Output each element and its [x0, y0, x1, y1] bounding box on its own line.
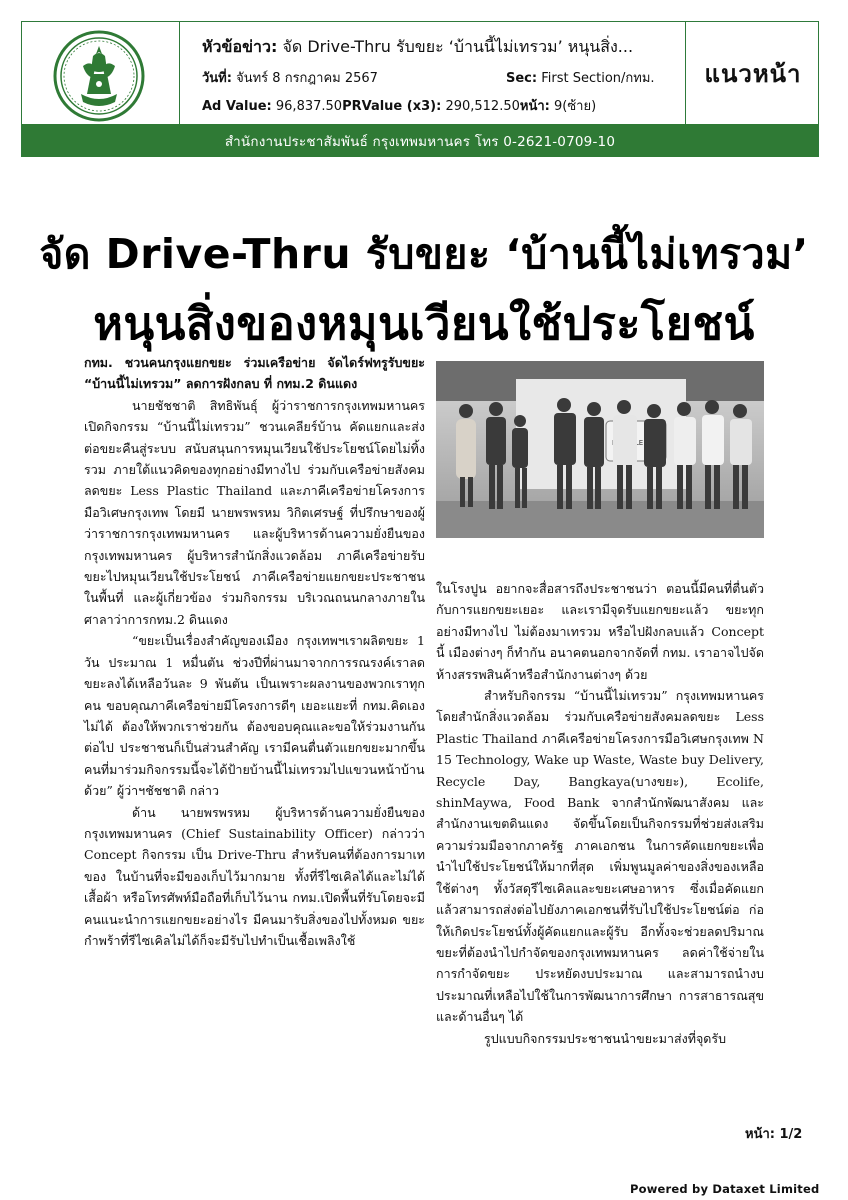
article-paragraph: ด้าน นายพรพรหม ผู้บริหารด้านความยั่งยืนของกรุงเทพมหานคร (Chief Sustainability Officer) กล่าวว่า Concept กิจกรรม เป็น Drive-Thru สำหรับคนที่ต้องการมาเทของ ในบ้านที่จะมีของเก็บไว้มากมาย ทั้งที่รีไซเคิลได้และไม่ได้ เสื้อผ้า หรือโทรศัพท์มือถือที่เก็บไว้นาน กทม.เปิดพื้นที่รับโดยจะมีคนแนะนำการแยกขยะอย่างไร มีคนมารับสิ่งของไปทั้งหมด ขยะกำพร้าที่รีไซเคิลไม่ได้ก็จะมีรับไปทำเป็นเชื้อเพลิงใช้: [84, 804, 425, 948]
article-paragraph: “ขยะเป็นเรื่องสำคัญของเมือง กรุงเทพฯเราผลิตขยะ 1 วัน ประมาณ 1 หมื่นตัน ช่วงปีที่ผ่านมาจากการรณรงค์เราลดขยะลงได้เหลือวันละ 9 พันตัน เป็นเพราะผลงานของพวกเราทุกคน ขอบคุณภาคีเครือข่ายมีโครงการดีๆ เยอะแยะที่ กทม.คิดเองไม่ได้ ต้องให้พวกเราช่วยกัน ต้องขอบคุณและขอให้ร่วมงานกันต่อไป ประชาชนก็เป็นส่วนสำคัญ เรามีคนตื่นตัวแยกขยะมากขึ้น คนที่มาร่วมกิจกรรมนี้จะได้ป้ายบ้านนี้ไม่เทรวมไปแขวนหน้าบ้านด้วย” ผู้ว่าฯชัชชาติ กล่าว: [84, 633, 425, 799]
contact-bar: สำนักงานประชาสัมพันธ์ กรุงเทพมหานคร โทร 0-2621-0709-10: [22, 124, 818, 157]
article-lead: กทม. ชวนคนกรุงแยกขยะ ร่วมเครือข่าย จัดไดร์ฟทรูรับขยะ “บ้านนี้ไม่เทรวม” ลดการฝังกลบ ที่ กทม.2 ดินแดง: [84, 355, 425, 392]
headline-label: หัวข้อข่าว:: [202, 37, 278, 56]
publication-name: แนวหน้า: [704, 59, 802, 88]
sec-value: First Section/กทม.: [541, 71, 655, 86]
news-photo: [436, 361, 764, 538]
section-row: [506, 67, 655, 88]
powered-by: Powered by Dataxet Limited: [630, 1182, 820, 1196]
article-title-line-1: จัด Drive-Thru รับขยะ ‘บ้านนี้ไม่เทรวม’: [39, 230, 809, 278]
ad-value: 96,837.50: [275, 99, 343, 114]
date-value: จันทร์ 8 กรกฎาคม 2567: [236, 71, 378, 86]
page-indicator: หน้า: 1/2: [745, 1127, 803, 1142]
pr-value-label: PRValue (x3):: [342, 99, 442, 114]
article-paragraph: ในโรงปูน อยากจะสื่อสารถึงประชาชนว่า ตอนนี้มีคนที่ตื่นตัวกับการแยกขยะเยอะ และเรามีจุดรับแยกขยะแล้ว ขยะทุกอย่างมีทางไป ไม่ต้องมาเทรวม หรือไปฝังกลบแล้ว Concept นี้ เมืองต่างๆ ก็ทำกัน อนาคตนอกจากจัดที่ กทม. เราอาจไปจัดห้างสรรพสินค้าหรือสำนักงานต่างๆ ด้วย: [436, 581, 764, 682]
article-title-line-2: หนุนสิ่งของหมุนเวียนใช้ประโยชน์: [93, 297, 755, 350]
news-photo-group: [436, 361, 764, 538]
sec-label: Sec:: [506, 71, 538, 86]
date-row: [202, 67, 378, 88]
pr-value: 290,512.50: [445, 99, 520, 114]
headline-row: [202, 35, 633, 60]
publication-cell: [685, 22, 820, 124]
headline-value: จัด Drive-Thru รับขยะ ‘บ้านนี้ไม่เทรวม’ หนุนสิ่ง...: [282, 37, 634, 56]
article-column-right: [436, 578, 764, 1049]
value-row: [202, 95, 596, 116]
date-label: วันที่:: [202, 71, 232, 86]
article-paragraph: รูปแบบกิจกรรมประชาชนนำขยะมาส่งที่จุดรับ: [484, 1030, 727, 1046]
bangkok-seal-icon: [53, 30, 145, 122]
clipping-header: [21, 21, 819, 157]
page-label: หน้า:: [519, 99, 550, 114]
logo-cell: [22, 22, 180, 124]
clipping-meta: [180, 22, 684, 124]
ad-value-label: Ad Value:: [202, 99, 272, 114]
article-column-left: [84, 352, 425, 951]
article-paragraph: นายชัชชาติ สิทธิพันธุ์ ผู้ว่าราชการกรุงเทพมหานคร เปิดกิจกรรม “บ้านนี้ไม่เทรวม” ชวนเคลียร์บ้าน คัดแยกและส่งต่อขยะคืนสู่ระบบ สนับสนุนการหมุนเวียนใช้ประโยชน์โดยไม่ทิ้งรวม ภายใต้แนวคิดของทุกอย่างมีทางไป ร่วมกับเครือข่ายสังคมลดขยะ Less Plastic Thailand และภาคีเครือข่ายโครงการมือวิเศษกรุงเทพ โดยมี นายพรพรหม วิกิตเศรษฐ์ ที่ปรึกษาของผู้ว่าราชการกรุงเทพมหานคร และผู้บริหารด้านความยั่งยืนของกรุงเทพมหานคร ผู้บริหารสำนักสิ่งแวดล้อม ภาคีเครือข่ายรับขยะไปหมุนเวียนใช้ประโยชน์ ภาคีเครือข่ายแยกขยะประชาชนในพื้นที่ และผู้เกี่ยวข้อง ร่วมกิจกรรม บริเวณถนนกลางภายในศาลาว่าการกทม.2 ดินแดง: [84, 397, 425, 627]
page-value: 9(ซ้าย): [553, 99, 597, 114]
article-paragraph: สำหรับกิจกรรม “บ้านนี้ไม่เทรวม” กรุงเทพมหานคร โดยสำนักสิ่งแวดล้อม ร่วมกับเครือข่ายสังคมลดขยะ Less Plastic Thailand ภาคีเครือข่ายโครงการมือวิเศษกรุงเทพ N 15 Technology, Wake up Waste, Waste buy Delivery, Recycle Day, Bangkaya(บางขยะ), Ecolife, shinMaywa, Food Bank จากสำนักพัฒนาสังคม และสำนักงานเขตดินแดง จัดขึ้นโดยเป็นกิจกรรมที่ช่วยส่งเสริม ความร่วมมือจากภาครัฐ ภาคเอกชน ในการคัดแยกขยะเพื่อนำไปใช้ประโยชน์ให้มากที่สุด เพิ่มพูนมูลค่าของสิ่งของเหลือใช้ต่างๆ ทั้งวัสดุรีไซเคิลและขยะเศษอาหาร ซึ่งเมื่อคัดแยกแล้วสามารถส่งต่อไปยังภาคเอกชนที่รับไปใช้ประโยชน์ต่อ ก่อให้เกิดประโยชน์ทั้งผู้คัดแยกและผู้รับ อีกทั้งจะช่วยลดปริมาณขยะที่ต้องนำไปกำจัดของกรุงเทพมหานคร ลดค่าใช้จ่ายในการกำจัดขยะ ประหยัดงบประมาณ และสามารถนำงบประมาณที่เหลือไปใช้ในการพัฒนาการศึกษา การสาธารณสุข และด้านอื่นๆ ได้: [436, 688, 764, 1025]
